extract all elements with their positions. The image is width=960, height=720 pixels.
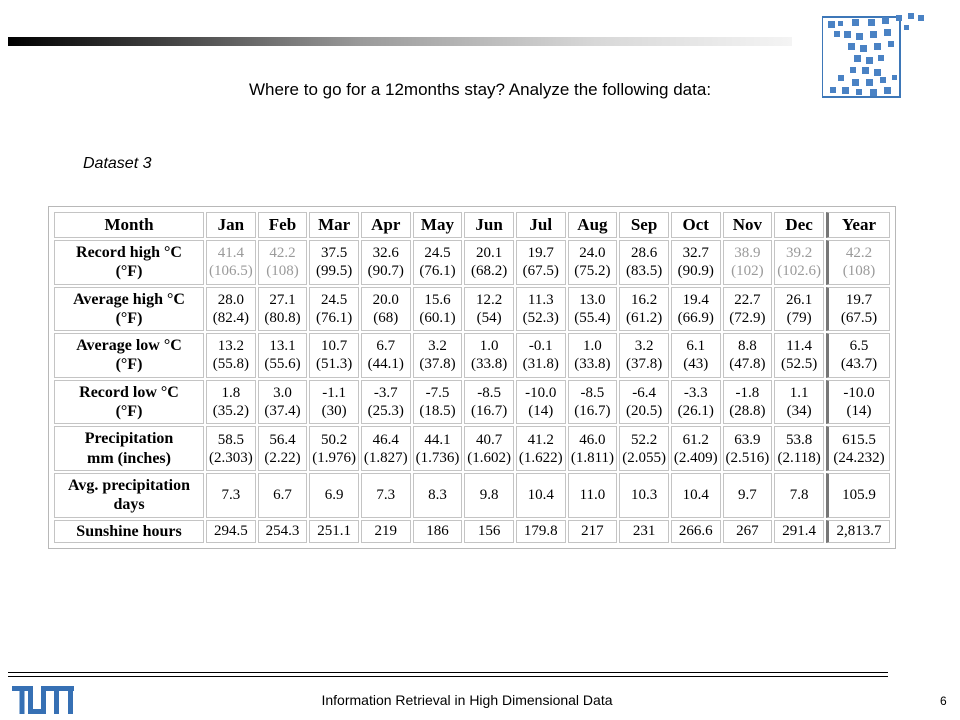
table-cell [309,426,359,471]
cell-value-secondary: (1.602) [467,449,511,466]
table-cell [516,333,566,378]
cell-value: 16.2 [630,291,658,308]
table-cell [413,240,463,285]
cell-value: 8.8 [738,338,757,355]
table-row [54,380,890,425]
cell-value: -8.5 [580,385,605,402]
table-cell [258,380,308,425]
cell-value-secondary: (33.8) [574,356,611,373]
cell-value: 10.4 [682,487,709,504]
cell-value: 9.7 [738,487,757,504]
cell-value: 19.4 [682,291,709,308]
cell-value: 217 [581,523,604,540]
cell-value-secondary: (55.4) [574,309,611,326]
cell-value: 254.3 [265,523,300,540]
table-cell [413,333,463,378]
cell-value: 40.7 [475,431,503,448]
cell-value-secondary: (67.5) [840,309,878,326]
cell-value: 291.4 [782,523,816,540]
dataset-label: Dataset 3 [83,155,152,172]
cell-value: 50.2 [321,431,348,448]
table-cell [258,287,308,332]
cell-value: 231 [632,523,656,540]
table-row [54,520,890,543]
cell-value: 6.5 [849,338,869,355]
cell-value: 24.5 [424,245,451,262]
header-mar: Mar [309,212,359,238]
cell-value-secondary: (108) [266,263,299,280]
table-cell [464,520,514,543]
cell-value-secondary: (26.1) [677,403,714,420]
row-label [54,287,204,332]
row-label-line: mm (inches) [87,449,171,467]
table-cell [413,380,463,425]
cell-value-secondary: (61.2) [625,309,663,326]
table-cell [723,240,773,285]
cell-value: 13.1 [269,338,296,355]
cell-value: 61.2 [682,431,709,448]
cell-value: 6.9 [324,487,344,504]
table-cell [361,240,411,285]
cell-value: 19.7 [845,291,873,308]
cell-value-secondary: (79) [786,309,812,326]
table-cell [826,473,890,518]
table-cell [206,287,256,332]
cell-value: 10.3 [630,487,658,504]
table-cell [826,380,890,425]
row-label-line: Average low °C [76,337,182,355]
cell-value-secondary: (31.8) [522,356,559,373]
table-cell [206,520,256,543]
table-cell [258,240,308,285]
cell-value: 615.5 [842,431,876,448]
row-label-line: Avg. precipitation [67,477,191,495]
table-cell [568,240,618,285]
cell-value: 63.9 [734,431,761,448]
row-label [54,520,204,543]
cell-value: 52.2 [630,431,658,448]
header-dec: Dec [774,212,824,238]
cell-value: 42.2 [845,245,873,262]
cell-value-secondary: (67.5) [522,263,559,280]
cell-value: 267 [736,523,759,540]
cell-value: 46.4 [372,431,399,448]
table-cell [516,287,566,332]
row-label-line: (°F) [115,263,143,281]
table-cell [568,473,618,518]
cell-value: 32.6 [372,245,399,262]
cell-value: 46.0 [579,431,606,448]
table-cell [619,333,669,378]
table-cell [723,473,773,518]
cell-value: 2,813.7 [836,523,882,540]
cell-value: 10.7 [321,338,348,355]
cell-value-secondary: (55.8) [212,356,249,373]
cell-value: 58.5 [217,431,244,448]
cell-value: 179.8 [523,523,558,540]
table-cell [774,380,824,425]
cell-value: 6.7 [273,487,292,504]
cell-value-secondary: (1.976) [312,449,357,466]
table-cell [774,520,824,543]
cell-value-secondary: (33.8) [470,356,508,373]
header-jul: Jul [516,212,566,238]
cell-value: 1.0 [583,338,602,355]
row-label-line: (°F) [115,309,143,327]
cell-value: -1.8 [735,385,760,402]
cell-value: 8.3 [428,487,447,504]
cell-value-secondary: (102) [731,263,764,280]
table-cell [723,333,773,378]
table-cell [568,520,618,543]
header-sep: Sep [619,212,669,238]
cell-value-secondary: (37.8) [625,356,663,373]
cell-value-secondary: (106.5) [208,263,253,280]
row-label-line: Precipitation [84,430,174,448]
cell-value: -8.5 [477,385,501,402]
cell-value-secondary: (30) [321,403,347,420]
cell-value-secondary: (47.8) [729,356,766,373]
table-header-row [54,212,890,238]
cell-value-secondary: (1.811) [570,449,615,466]
row-label [54,426,204,471]
table-cell [826,333,890,378]
table-cell [826,426,890,471]
table-cell [619,520,669,543]
row-label [54,240,204,285]
cell-value-secondary: (108) [842,263,876,280]
row-label-line: Average high °C [73,290,185,308]
table-cell [516,520,566,543]
footer-divider-second [8,676,888,677]
cell-value: 3.2 [634,338,654,355]
cell-value-secondary: (16.7) [470,403,508,420]
table-cell [826,287,890,332]
table-cell [774,333,824,378]
table-cell [774,287,824,332]
cell-value: 156 [477,523,501,540]
cell-value: -3.7 [373,385,398,402]
table-cell [309,473,359,518]
cell-value: 19.7 [527,245,554,262]
cell-value: 219 [374,523,398,540]
footer-text: Information Retrieval in High Dimensional Data [321,692,613,708]
cell-value-secondary: (1.736) [415,449,460,466]
cell-value-secondary: (99.5) [316,263,353,280]
cell-value: 9.8 [479,487,499,504]
table-cell [774,473,824,518]
table-cell [568,333,618,378]
header-apr: Apr [361,212,411,238]
table-cell [309,287,359,332]
table-cell [774,240,824,285]
table-cell [671,333,721,378]
cell-value: 44.1 [424,431,451,448]
table-cell [258,473,308,518]
cell-value-secondary: (68) [373,309,399,326]
table-cell [206,240,256,285]
cell-value-secondary: (72.9) [729,309,766,326]
cell-value: 7.8 [789,487,809,504]
cell-value: 39.2 [785,245,813,262]
row-label [54,380,204,425]
cell-value-secondary: (14) [846,403,872,420]
cell-value: -10.0 [525,385,557,402]
row-label-line: Sunshine hours [76,522,182,540]
cell-value-secondary: (1.827) [363,449,408,466]
row-label-line: (°F) [115,356,143,374]
cell-value: 10.4 [527,487,554,504]
cell-value: 6.1 [686,338,706,355]
cell-value-secondary: (2.055) [622,449,666,466]
table-cell [671,473,721,518]
cell-value: 24.5 [321,291,348,308]
cell-value: 20.1 [475,245,503,262]
cell-value-secondary: (80.8) [264,309,301,326]
table-cell [361,287,411,332]
cell-value-secondary: (44.1) [367,356,404,373]
slide-title: Where to go for a 12months stay? Analyze the following data: [248,80,712,99]
cell-value-secondary: (35.2) [212,403,249,420]
cell-value-secondary: (75.2) [574,263,611,280]
header-feb: Feb [258,212,308,238]
table-cell [464,287,514,332]
table-cell [361,520,411,543]
cell-value-secondary: (1.622) [518,449,563,466]
table-cell [206,426,256,471]
table-cell [206,333,256,378]
table-cell [568,426,618,471]
cell-value: 7.3 [376,487,396,504]
table-cell [671,520,721,543]
table-cell [258,333,308,378]
cell-value: 251.1 [317,523,352,540]
cell-value: 27.1 [269,291,296,308]
header-may: May [413,212,463,238]
table-cell [516,240,566,285]
cell-value: 15.6 [424,291,451,308]
cell-value-secondary: (68.2) [470,263,508,280]
table-cell [671,287,721,332]
cell-value: 53.8 [785,431,813,448]
cell-value-secondary: (28.8) [729,403,766,420]
cell-value-secondary: (18.5) [419,403,456,420]
cell-value: 3.0 [273,385,292,402]
table-cell [258,426,308,471]
table-cell [619,426,669,471]
table-row [54,473,890,518]
cell-value: 28.0 [217,291,244,308]
cell-value: 6.7 [376,338,396,355]
cell-value-secondary: (66.9) [677,309,714,326]
cell-value: 1.1 [789,385,809,402]
table-cell [516,380,566,425]
cell-value-secondary: (37.4) [264,403,301,420]
cell-value-secondary: (2.303) [208,449,253,466]
cell-value: -3.3 [683,385,708,402]
header-aug: Aug [568,212,618,238]
cell-value-secondary: (37.8) [419,356,456,373]
table-cell [464,473,514,518]
climate-table [52,210,892,545]
cell-value-secondary: (2.22) [264,449,301,466]
header-jan: Jan [206,212,256,238]
header-nov: Nov [723,212,773,238]
title-bar-gradient [8,37,792,46]
cell-value-secondary: (52.3) [522,309,559,326]
cell-value: -1.1 [322,385,347,402]
cell-value-secondary: (52.5) [780,356,818,373]
cell-value-secondary: (83.5) [625,263,663,280]
cell-value-secondary: (43) [683,356,709,373]
table-cell [826,240,890,285]
table-cell [723,380,773,425]
table-cell [671,426,721,471]
climate-table-container [48,206,896,549]
cell-value: 1.8 [221,385,241,402]
table-body [54,240,890,543]
table-cell [619,287,669,332]
cell-value: -10.0 [843,385,875,402]
cell-value-secondary: (16.7) [574,403,611,420]
table-cell [516,426,566,471]
cell-value: 28.6 [630,245,658,262]
page-number: 6 [940,694,947,708]
header-jun: Jun [464,212,514,238]
row-label-line: Record low °C [79,383,179,401]
cell-value: 26.1 [785,291,813,308]
cell-value: 32.7 [682,245,709,262]
cell-value-secondary: (55.6) [264,356,301,373]
cell-value-secondary: (51.3) [316,356,353,373]
cell-value: 13.0 [579,291,606,308]
table-cell [464,426,514,471]
cell-value: 11.4 [786,338,812,355]
row-label [54,473,204,518]
cell-value-secondary: (2.118) [777,449,821,466]
cell-value: 41.2 [527,431,554,448]
table-cell [619,240,669,285]
row-label [54,333,204,378]
cell-value-secondary: (76.1) [316,309,353,326]
cell-value-secondary: (14) [528,403,554,420]
cell-value: 22.7 [734,291,761,308]
cell-value: 38.9 [734,245,761,262]
table-cell [361,380,411,425]
table-row [54,287,890,332]
table-cell [516,473,566,518]
cell-value: 186 [426,523,449,540]
table-cell [309,520,359,543]
table-cell [723,426,773,471]
table-cell [413,426,463,471]
table-cell [619,380,669,425]
cell-value-secondary: (34) [786,403,812,420]
table-cell [671,380,721,425]
cell-value-secondary: (82.4) [212,309,249,326]
cell-value-secondary: (24.232) [833,449,885,466]
header-year: Year [826,212,890,238]
row-label-line: (°F) [115,403,143,421]
table-cell [206,473,256,518]
cell-value: 12.2 [475,291,503,308]
table-cell [413,520,463,543]
cell-value: 294.5 [213,523,248,540]
table-cell [464,240,514,285]
cell-value-secondary: (102.6) [777,263,821,280]
cell-value: 3.2 [428,338,447,355]
table-cell [413,287,463,332]
table-cell [774,426,824,471]
table-cell [361,333,411,378]
cell-value: 41.4 [217,245,244,262]
cell-value-secondary: (20.5) [625,403,663,420]
table-cell [309,333,359,378]
cell-value: 56.4 [269,431,296,448]
row-label-line: days [113,496,145,514]
table-cell [309,380,359,425]
cell-value-secondary: (2.516) [725,449,770,466]
cell-value: 11.0 [579,487,606,504]
cell-value-secondary: (25.3) [367,403,404,420]
table-cell [723,287,773,332]
cell-value-secondary: (2.409) [673,449,718,466]
cell-value-secondary: (54) [476,309,502,326]
cell-value-secondary: (43.7) [840,356,878,373]
table-cell [723,520,773,543]
table-cell [619,473,669,518]
cell-value: -0.1 [528,338,553,355]
table-cell [671,240,721,285]
table-cell [826,520,890,543]
cell-value: 105.9 [842,487,876,504]
table-cell [361,426,411,471]
header-oct: Oct [671,212,721,238]
cell-value: 37.5 [321,245,348,262]
cell-value: -7.5 [425,385,450,402]
table-cell [568,380,618,425]
cell-value: 42.2 [269,245,296,262]
table-cell [206,380,256,425]
table-row [54,426,890,471]
table-cell [413,473,463,518]
table-cell [464,333,514,378]
table-cell [568,287,618,332]
table-cell [361,473,411,518]
cell-value-secondary: (90.7) [367,263,404,280]
table-cell [258,520,308,543]
cell-value: 24.0 [579,245,606,262]
cell-value: 20.0 [372,291,399,308]
table-cell [464,380,514,425]
cell-value: 11.3 [527,291,554,308]
cell-value-secondary: (90.9) [677,263,714,280]
table-row [54,333,890,378]
row-label-line: Record high °C [76,244,182,262]
cell-value: -6.4 [632,385,656,402]
footer-divider [8,672,888,673]
cell-value: 1.0 [479,338,499,355]
cell-value: 266.6 [678,523,713,540]
cell-value: 13.2 [217,338,244,355]
header-month: Month [54,212,204,238]
table-cell [309,240,359,285]
table-row [54,240,890,285]
cell-value: 7.3 [221,487,241,504]
cell-value-secondary: (60.1) [419,309,456,326]
cell-value-secondary: (76.1) [419,263,456,280]
